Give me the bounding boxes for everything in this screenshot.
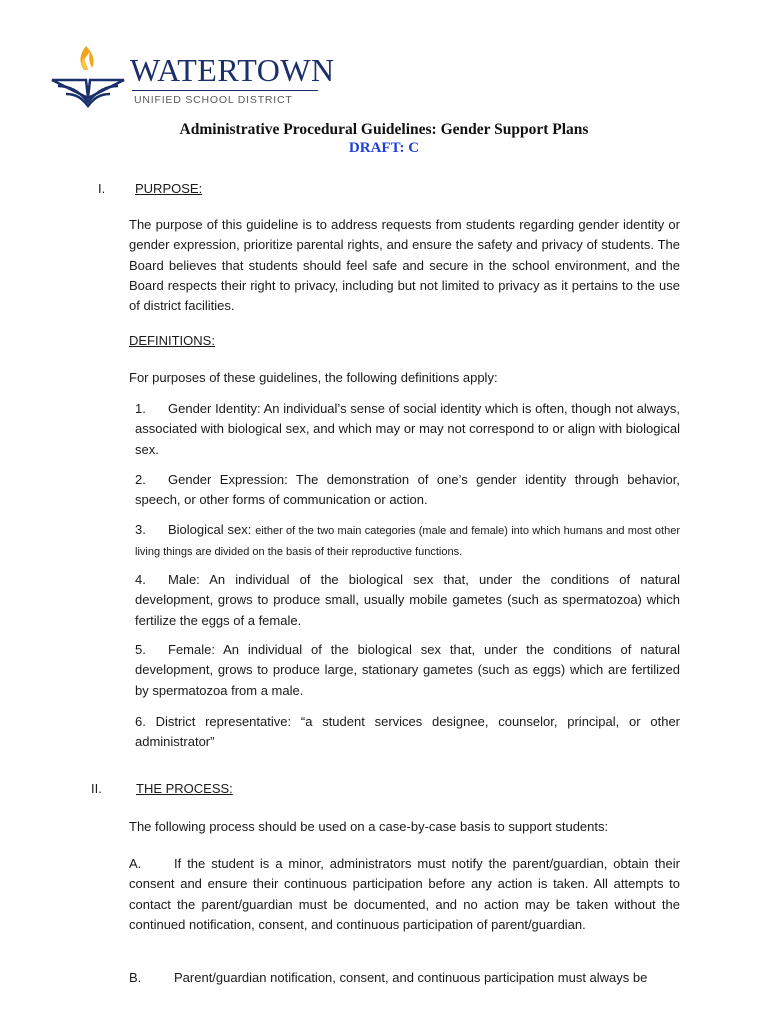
definition-number: 5.: [135, 642, 146, 657]
definition-number: 3.: [135, 522, 146, 537]
definition-item: [135, 520, 680, 563]
definition-text: Female: An individual of the biological sex that, under the conditions of natural development, grows to produce large, stationary gametes (such as eggs) which are fertilized by spermatozoa from a male.: [135, 642, 680, 698]
district-name: WATERTOWN: [130, 52, 335, 88]
process-item-text: Parent/guardian notification, consent, and continuous participation must always be: [174, 970, 648, 985]
definition-text-small: either of the two main categories (male and female) into which humans and most other living things are divided on the basis of their reproductive functions.: [135, 525, 680, 559]
definition-text: Gender Identity: An individual’s sense of social identity which is often, though not always, associated with biological sex, and which may or may not correspond to or align with biological sex.: [135, 401, 680, 457]
district-logo: [48, 42, 335, 112]
section-2-number: II.: [91, 781, 102, 796]
district-subtitle: UNIFIED SCHOOL DISTRICT: [134, 94, 293, 106]
process-intro: The following process should be used on a case-by-case basis to support students:: [129, 819, 609, 834]
process-item-letter: B.: [129, 970, 142, 985]
definition-item: [135, 399, 680, 460]
process-item-text: If the student is a minor, administrators must notify the parent/guardian, obtain their consent and ensure their continuous participation before any action is taken. All attempts to contact the parent/guardian must be documented, and no action may be taken without the continued notification, consent, and continuous participation of parent/guardian.: [129, 856, 680, 932]
definition-text: Biological sex:: [168, 522, 252, 537]
definition-item: [135, 640, 680, 701]
definition-item: [135, 712, 680, 753]
section-1-heading: PURPOSE:: [135, 181, 203, 196]
definition-item: [135, 570, 680, 631]
draft-label: DRAFT: C: [348, 140, 420, 156]
definition-number: 1.: [135, 401, 146, 416]
definition-text: Male: An individual of the biological sex that, under the conditions of natural development, grows to produce small, usually mobile gametes (such as spermatozoa) which fertilize the eggs of a female.: [135, 572, 680, 628]
process-item: [129, 968, 680, 988]
document-title: Administrative Procedural Guidelines: Gender Support Plans: [179, 121, 589, 138]
section-2-heading: THE PROCESS:: [136, 781, 233, 796]
definitions-intro: For purposes of these guidelines, the following definitions apply:: [129, 370, 498, 385]
definition-text: 6. District representative: “a student services designee, counselor, principal, or other administrator”: [135, 714, 680, 750]
process-item: [129, 854, 680, 935]
definitions-heading: DEFINITIONS:: [129, 333, 215, 348]
definition-number: 4.: [135, 572, 146, 587]
logo-divider: [132, 90, 318, 91]
definition-number: 2.: [135, 472, 146, 487]
torch-book-logo-icon: [48, 42, 128, 108]
definition-item: [135, 470, 680, 511]
section-1-number: I.: [98, 181, 106, 196]
purpose-paragraph: The purpose of this guideline is to address requests from students regarding gender identity or gender expression, prioritize parental rights, and ensure the safety and privacy of students. The Board believes that students should feel safe and secure in the school environment, and the Board respects their right to privacy, including but not limited to privacy as it pertains to the use of district facilities.: [129, 217, 680, 314]
definition-text: Gender Expression: The demonstration of one’s gender identity through behavior, speech, or other forms of communication or action.: [135, 472, 680, 508]
process-item-letter: A.: [129, 856, 142, 871]
